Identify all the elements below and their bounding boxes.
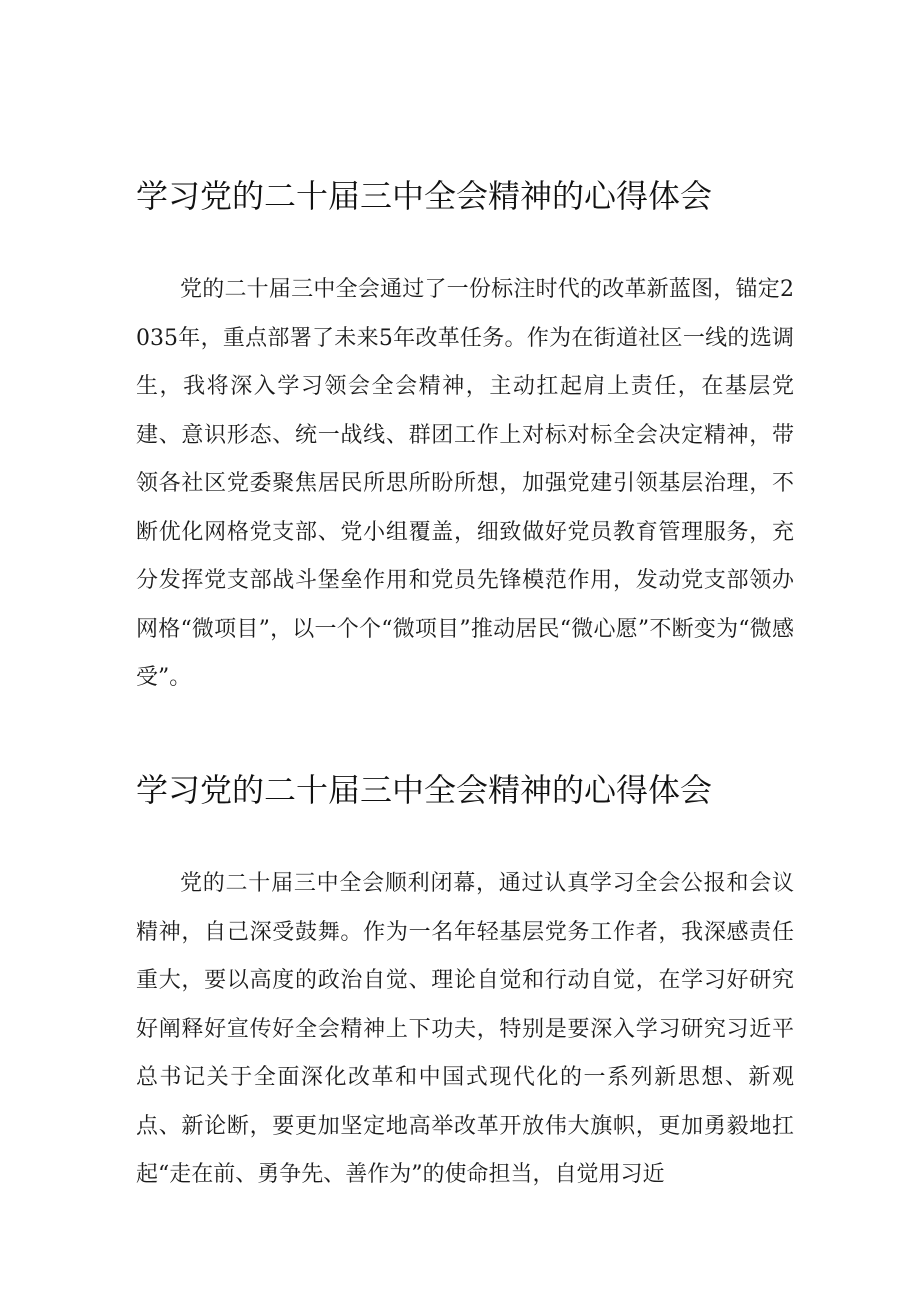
article-section-2 xyxy=(136,764,794,1200)
article-title: 学习党的二十届三中全会精神的心得体会 xyxy=(136,771,713,809)
article-body: 党的二十届三中全会通过了一份标注时代的改革新蓝图，锚定2035年，重点部署了未来5年改革任务。作为在街道社区一线的选调生，我将深入学习领会全会精神，主动扛起肩上责任，在基层党建、意识形态、统一战线、群团工作上对标对标全会决定精神，带领各社区党委聚焦居民所思所盼所想，加强党建引领基层治理，不断优化网格党支部、党小组覆盖，细致做好党员教育管理服务，充分发挥党支部战斗堡垒作用和党员先锋模范作用，发动党支部领办网格“微项目”，以一个个“微项目”推动居民“微心愿”不断变为“微感受”。 xyxy=(136,277,794,690)
article-section-1 xyxy=(136,170,794,703)
article-title: 学习党的二十届三中全会精神的心得体会 xyxy=(136,177,713,215)
article-body: 党的二十届三中全会顺利闭幕，通过认真学习全会公报和会议精神，自己深受鼓舞。作为一名年轻基层党务工作者，我深感责任重大，要以高度的政治自觉、理论自觉和行动自觉，在学习好研究好阐释好宣传好全会精神上下功夫，特别是要深入学习研究习近平总书记关于全面深化改革和中国式现代化的一系列新思想、新观点、新论断，要更加坚定地高举改革开放伟大旗帜，更加勇毅地扛起“走在前、勇争先、善作为”的使命担当，自觉用习近 xyxy=(136,871,794,1187)
